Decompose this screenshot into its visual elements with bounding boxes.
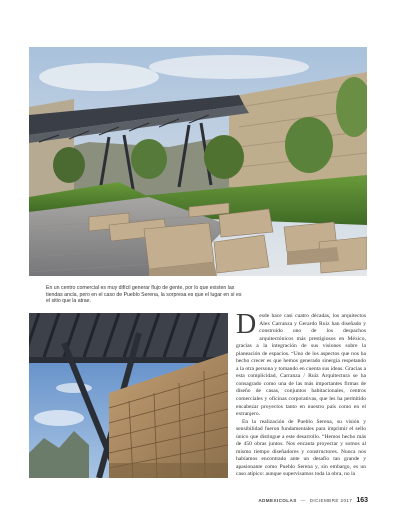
drop-cap: D bbox=[236, 313, 257, 340]
photo-caption: En un centro comercial es muy difícil generar flujo de gente, por lo que existen las tiendas ancla, pero en el caso de Pueblo Serena, la sorpresa es que el lugar en sí es el sitio que la atrae. bbox=[46, 285, 242, 305]
publication-name: ADMEXICOLAS bbox=[258, 498, 297, 503]
detail-photo-illustration bbox=[29, 313, 228, 478]
footer-separator: — bbox=[300, 498, 306, 503]
article-paragraph-1 bbox=[236, 313, 366, 419]
article-body bbox=[236, 313, 366, 485]
article-paragraph-2: En la realización de Pueblo Serena, su visión y sensibilidad fueron fundamentales para imprimir el sello único que distingue a este desarrollo. “Hemos hecho más de 450 obras juntos. Nos encanta proyectar y somos al mismo tiempo diseñadores y constructores. Nunca nos habíamos encontrado ante un desafío tan grande y apasionante como Pueblo Serena y, sin embargo, es un caso atípico: aunque supervisamos toda la obra, no la bbox=[236, 418, 366, 478]
article-paragraph-1-text: esde hace casi cuatro décadas, los arquitectos Alex Carranza y Gerardo Ruiz han diseñado y construido uno de los despachos arquitectónicos más prestigiosos en México, gracias a la integración de sus visiones sobre la planeación de espacios. “Uno de los aspectos que nos ha hecho crecer es que hemos generado sinergia respetando a la otra persona y tomando en cuenta sus ideas. Gracias a esta complicidad, Carranza / Ruiz Arquitectura se ha consagrado como una de las más importantes firmas de diseño de casas, conjuntos habitacionales, centros comerciales y oficinas corporativas, que les ha permitido encabezar proyectos tanto en nuestro país como en el extranjero. bbox=[236, 313, 366, 418]
detail-photo bbox=[29, 313, 228, 478]
hero-photo-illustration bbox=[29, 47, 367, 276]
hero-photo bbox=[29, 47, 367, 276]
page-number: 163 bbox=[356, 497, 368, 504]
issue-date: DICIEMBRE 2017 bbox=[309, 498, 353, 503]
page-footer bbox=[200, 497, 368, 509]
